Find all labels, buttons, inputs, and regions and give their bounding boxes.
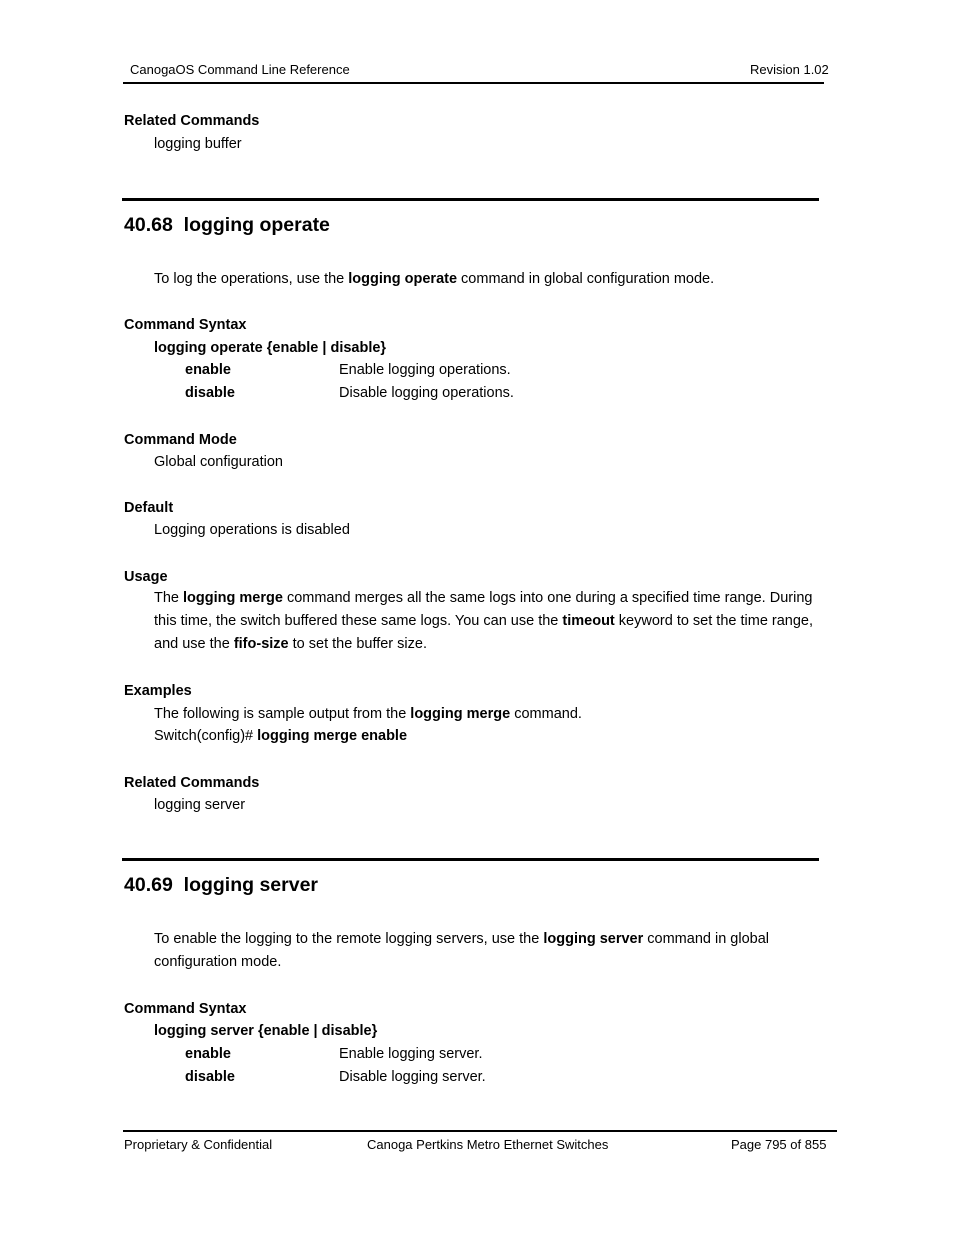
param-desc: Disable logging operations.	[339, 385, 514, 401]
section-title	[124, 874, 318, 897]
command-syntax: logging operate {enable | disable}	[154, 340, 387, 356]
related-commands-heading: Related Commands	[124, 775, 260, 791]
header-title: CanogaOS Command Line Reference	[130, 62, 350, 77]
header-rule	[123, 82, 824, 84]
footer-left: Proprietary & Confidential	[124, 1137, 273, 1152]
section-number: 40.69	[124, 874, 173, 896]
footer-rule	[123, 1130, 837, 1132]
param-desc: Enable logging operations.	[339, 362, 511, 378]
section-name: logging operate	[183, 214, 330, 236]
param-name: enable	[185, 362, 231, 378]
page-number: Page 795 of 855	[731, 1137, 827, 1152]
command-syntax-heading: Command Syntax	[124, 1001, 247, 1017]
param-desc: Enable logging server.	[339, 1046, 483, 1062]
command-mode-heading: Command Mode	[124, 432, 237, 448]
related-command-item: logging buffer	[154, 136, 242, 152]
examples-heading: Examples	[124, 683, 192, 699]
example-text: The following is sample output from the logging merge command.	[154, 706, 582, 722]
section-name: logging server	[183, 874, 319, 896]
param-desc: Disable logging server.	[339, 1069, 486, 1085]
related-command-item: logging server	[154, 797, 246, 813]
section-rule	[122, 858, 819, 861]
param-name: enable	[185, 1046, 231, 1062]
param-name: disable	[185, 1069, 235, 1085]
section-intro: To enable the logging to the remote logging servers, use the logging server command in global configuration mode.	[154, 931, 770, 970]
related-commands-heading: Related Commands	[124, 113, 260, 129]
section-title	[124, 214, 330, 237]
default-heading: Default	[124, 500, 174, 516]
section-rule	[122, 198, 819, 201]
command-syntax-heading: Command Syntax	[124, 317, 247, 333]
usage-text: The logging merge command merges all the same logs into one during a specified time range. During this time, the switch buffered these same logs. You can use the timeout keyword to set the time range, and use the fifo-size to set the buffer size.	[154, 590, 814, 652]
section-intro: To log the operations, use the logging operate command in global configuration mode.	[154, 271, 715, 287]
example-command: Switch(config)# logging merge enable	[154, 728, 408, 744]
footer-center: Canoga Pertkins Metro Ethernet Switches	[367, 1137, 609, 1152]
command-syntax: logging server {enable | disable}	[154, 1023, 378, 1039]
usage-heading: Usage	[124, 569, 168, 585]
default-value: Logging operations is disabled	[154, 522, 350, 538]
param-name: disable	[185, 385, 235, 401]
command-mode: Global configuration	[154, 454, 283, 470]
section-number: 40.68	[124, 214, 173, 236]
header-revision: Revision 1.02	[750, 62, 829, 77]
